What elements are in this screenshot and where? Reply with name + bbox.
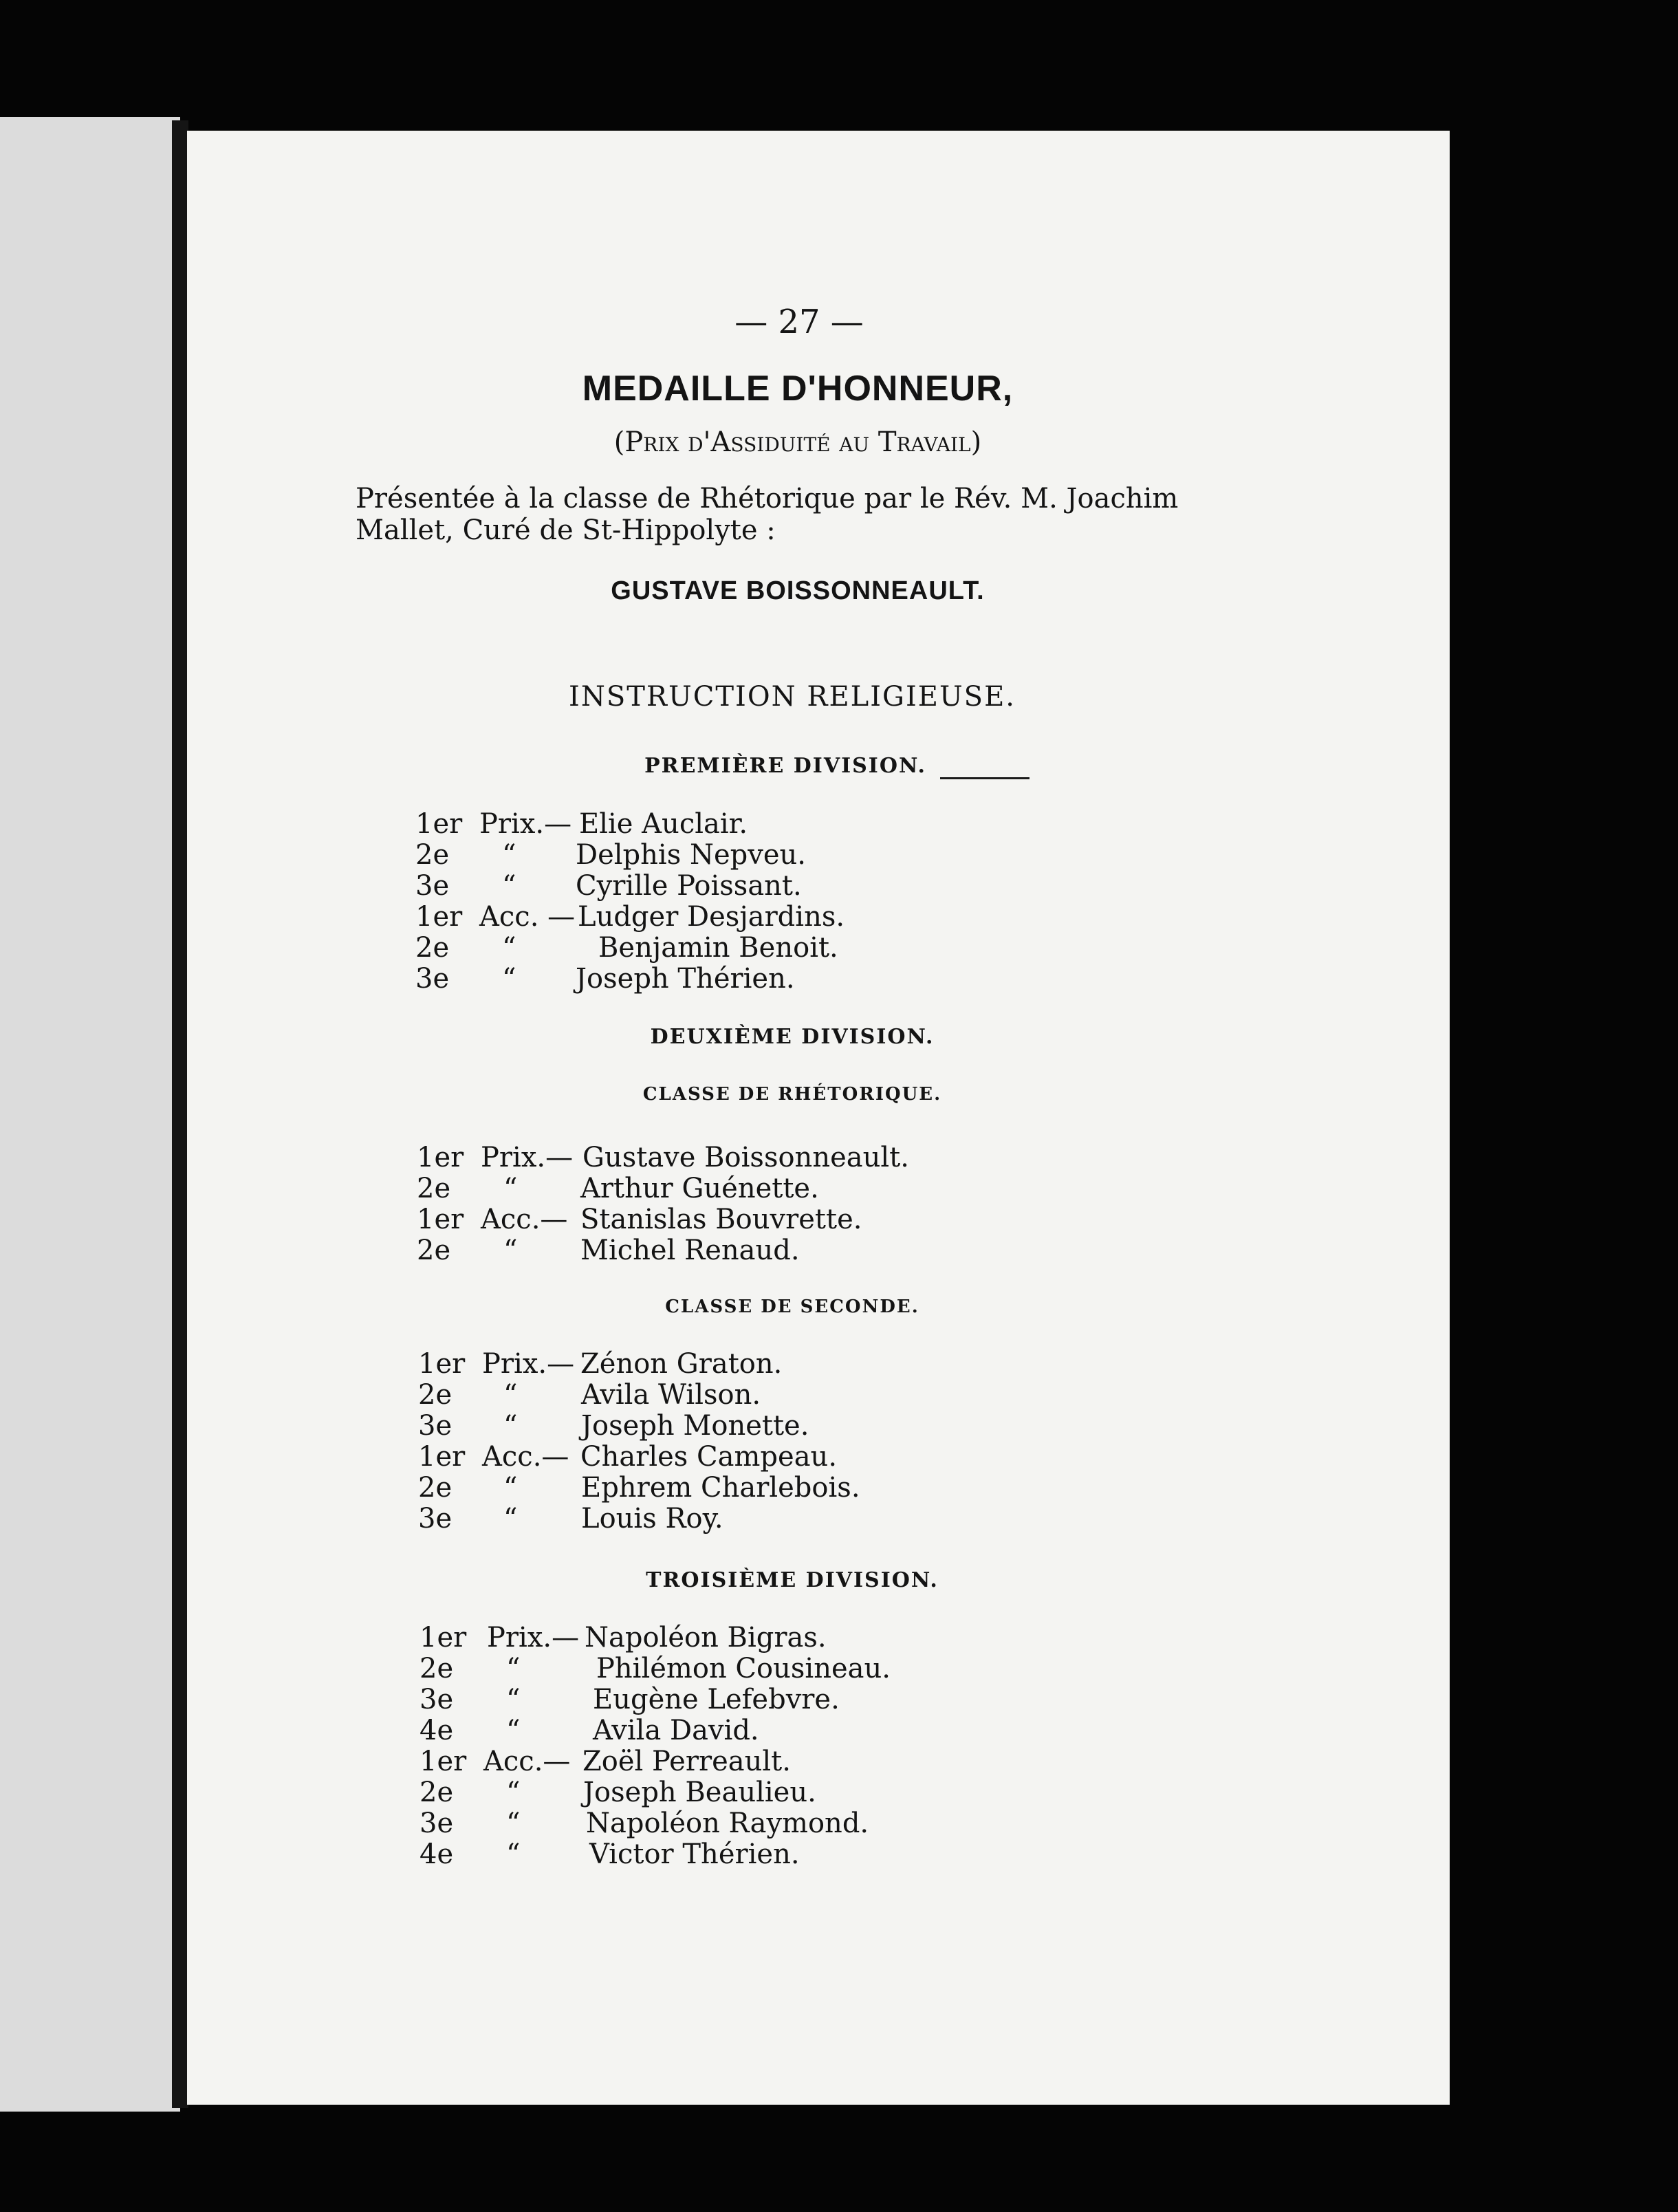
entry-kind: “ xyxy=(506,1808,521,1839)
book-spine xyxy=(172,120,188,2108)
entry-rank: 1er xyxy=(417,1142,464,1173)
entry-name: Arthur Guénette. xyxy=(580,1173,819,1204)
prize-entry xyxy=(187,963,1150,995)
entry-kind: “ xyxy=(502,870,516,902)
entry-name: Philémon Cousineau. xyxy=(596,1653,891,1684)
prize-entry xyxy=(187,1622,1150,1653)
entry-kind: Prix.— xyxy=(487,1622,580,1653)
prize-entry xyxy=(187,1204,1150,1235)
entry-rank: 3e xyxy=(418,1503,453,1535)
entry-rank: 3e xyxy=(418,1410,453,1442)
entry-rank: 1er xyxy=(418,1348,466,1380)
prize-entry xyxy=(187,1839,1150,1870)
prize-entry xyxy=(187,932,1150,964)
entry-name: Avila David. xyxy=(593,1715,759,1746)
entry-rank: 2e xyxy=(420,1653,454,1684)
entry-rank: 4e xyxy=(420,1715,454,1746)
prize-entry xyxy=(187,1235,1150,1266)
entry-name: Joseph Monette. xyxy=(581,1410,809,1442)
entry-kind: Acc.— xyxy=(482,1441,569,1473)
entry-rank: 3e xyxy=(420,1808,454,1839)
entry-rank: 2e xyxy=(417,1235,451,1266)
entry-name: Ephrem Charlebois. xyxy=(581,1472,860,1504)
entry-kind: “ xyxy=(503,1173,518,1204)
entry-rank: 1er xyxy=(415,901,463,933)
entry-name: Cyrille Poissant. xyxy=(576,870,802,902)
entry-kind: “ xyxy=(506,1839,521,1870)
entry-name: Napoléon Raymond. xyxy=(586,1808,869,1839)
entry-name: Ludger Desjardins. xyxy=(578,901,845,933)
class-heading: CLASSE DE RHÉTORIQUE. xyxy=(642,1084,942,1105)
entry-kind: Acc.— xyxy=(483,1746,571,1777)
prize-entry xyxy=(187,1472,1150,1504)
entry-rank: 2e xyxy=(417,1173,451,1204)
prize-entry xyxy=(187,1808,1150,1839)
entry-rank: 1er xyxy=(420,1746,467,1777)
medal-winner: GUSTAVE BOISSONNEAULT. xyxy=(611,576,985,605)
prize-entry xyxy=(187,1715,1150,1746)
entry-name: Louis Roy. xyxy=(581,1503,723,1535)
entry-name: Zoël Perreault. xyxy=(582,1746,791,1777)
entry-kind: “ xyxy=(503,1410,518,1442)
prize-entry xyxy=(187,1348,1150,1380)
entry-rank: 3e xyxy=(420,1684,454,1715)
division-heading: DEUXIÈME DIVISION. xyxy=(650,1025,935,1049)
entry-rank: 2e xyxy=(415,932,450,964)
entry-name: Stanislas Bouvrette. xyxy=(580,1204,862,1235)
section-divider xyxy=(940,777,1029,779)
entry-rank: 3e xyxy=(415,963,450,995)
prize-entry xyxy=(187,839,1150,871)
division-heading: PREMIÈRE DIVISION. xyxy=(644,754,926,778)
prize-entry xyxy=(187,1684,1150,1715)
entry-kind: Prix.— xyxy=(482,1348,575,1380)
entry-kind: “ xyxy=(503,1379,518,1411)
entry-kind: Acc.— xyxy=(481,1204,568,1235)
section-title: INSTRUCTION RELIGIEUSE. xyxy=(569,681,1016,713)
entry-name: Zénon Graton. xyxy=(580,1348,783,1380)
medal-presented-text: Présentée à la classe de Rhétorique par le Rév. M. Joachim Mallet, Curé de St-Hippolyte : xyxy=(356,483,1179,546)
entry-name: Joseph Beaulieu. xyxy=(583,1777,816,1808)
prize-entry xyxy=(187,1503,1150,1535)
entry-rank: 2e xyxy=(418,1379,453,1411)
prize-entry xyxy=(187,1410,1150,1442)
entry-kind: “ xyxy=(503,1472,518,1504)
entry-kind: Acc. — xyxy=(479,901,576,933)
prize-entry xyxy=(187,1653,1150,1684)
prize-entry xyxy=(187,1441,1150,1473)
entry-rank: 4e xyxy=(420,1839,454,1870)
entry-name: Benjamin Benoit. xyxy=(598,932,838,964)
entry-name: Delphis Nepveu. xyxy=(576,839,806,871)
entry-rank: 3e xyxy=(415,870,450,902)
entry-name: Joseph Thérien. xyxy=(576,963,795,995)
entry-rank: 2e xyxy=(415,839,450,871)
entry-kind: “ xyxy=(502,839,516,871)
entry-name: Michel Renaud. xyxy=(580,1235,800,1266)
entry-name: Eugène Lefebvre. xyxy=(593,1684,840,1715)
entry-rank: 2e xyxy=(420,1777,454,1808)
entry-rank: 1er xyxy=(415,808,463,840)
left-page-edge xyxy=(0,117,180,2112)
prize-entry xyxy=(187,1777,1150,1808)
entry-kind: “ xyxy=(506,1684,521,1715)
entry-name: Gustave Boissonneault. xyxy=(582,1142,909,1173)
class-heading: CLASSE DE SECONDE. xyxy=(665,1297,919,1317)
prize-entry xyxy=(187,808,1150,840)
prize-entry xyxy=(187,1173,1150,1204)
document-page xyxy=(187,131,1450,2105)
prize-entry xyxy=(187,1379,1150,1411)
entry-name: Victor Thérien. xyxy=(589,1839,800,1870)
entry-name: Napoléon Bigras. xyxy=(585,1622,827,1653)
entry-rank: 1er xyxy=(420,1622,467,1653)
entry-rank: 1er xyxy=(417,1204,464,1235)
entry-name: Elie Auclair. xyxy=(579,808,748,840)
entry-kind: “ xyxy=(502,963,516,995)
medal-title: MEDAILLE D'HONNEUR, xyxy=(582,369,1014,409)
entry-kind: “ xyxy=(503,1235,518,1266)
prize-entry xyxy=(187,870,1150,902)
entry-kind: “ xyxy=(502,932,516,964)
entry-kind: Prix.— xyxy=(481,1142,574,1173)
medal-subtitle: (Prix d'Assiduité au Travail) xyxy=(613,426,982,458)
entry-name: Charles Campeau. xyxy=(580,1441,838,1473)
entry-kind: “ xyxy=(506,1653,521,1684)
entry-rank: 2e xyxy=(418,1472,453,1504)
prize-entry xyxy=(187,1142,1150,1173)
prize-entry xyxy=(187,1746,1150,1777)
entry-name: Avila Wilson. xyxy=(581,1379,761,1411)
entry-kind: “ xyxy=(506,1715,521,1746)
entry-kind: “ xyxy=(506,1777,521,1808)
division-heading: TROISIÈME DIVISION. xyxy=(646,1568,939,1592)
entry-kind: “ xyxy=(503,1503,518,1535)
prize-entry xyxy=(187,901,1150,933)
entry-kind: Prix.— xyxy=(479,808,572,840)
entry-rank: 1er xyxy=(418,1441,466,1473)
page-number: — 27 — xyxy=(734,303,864,341)
